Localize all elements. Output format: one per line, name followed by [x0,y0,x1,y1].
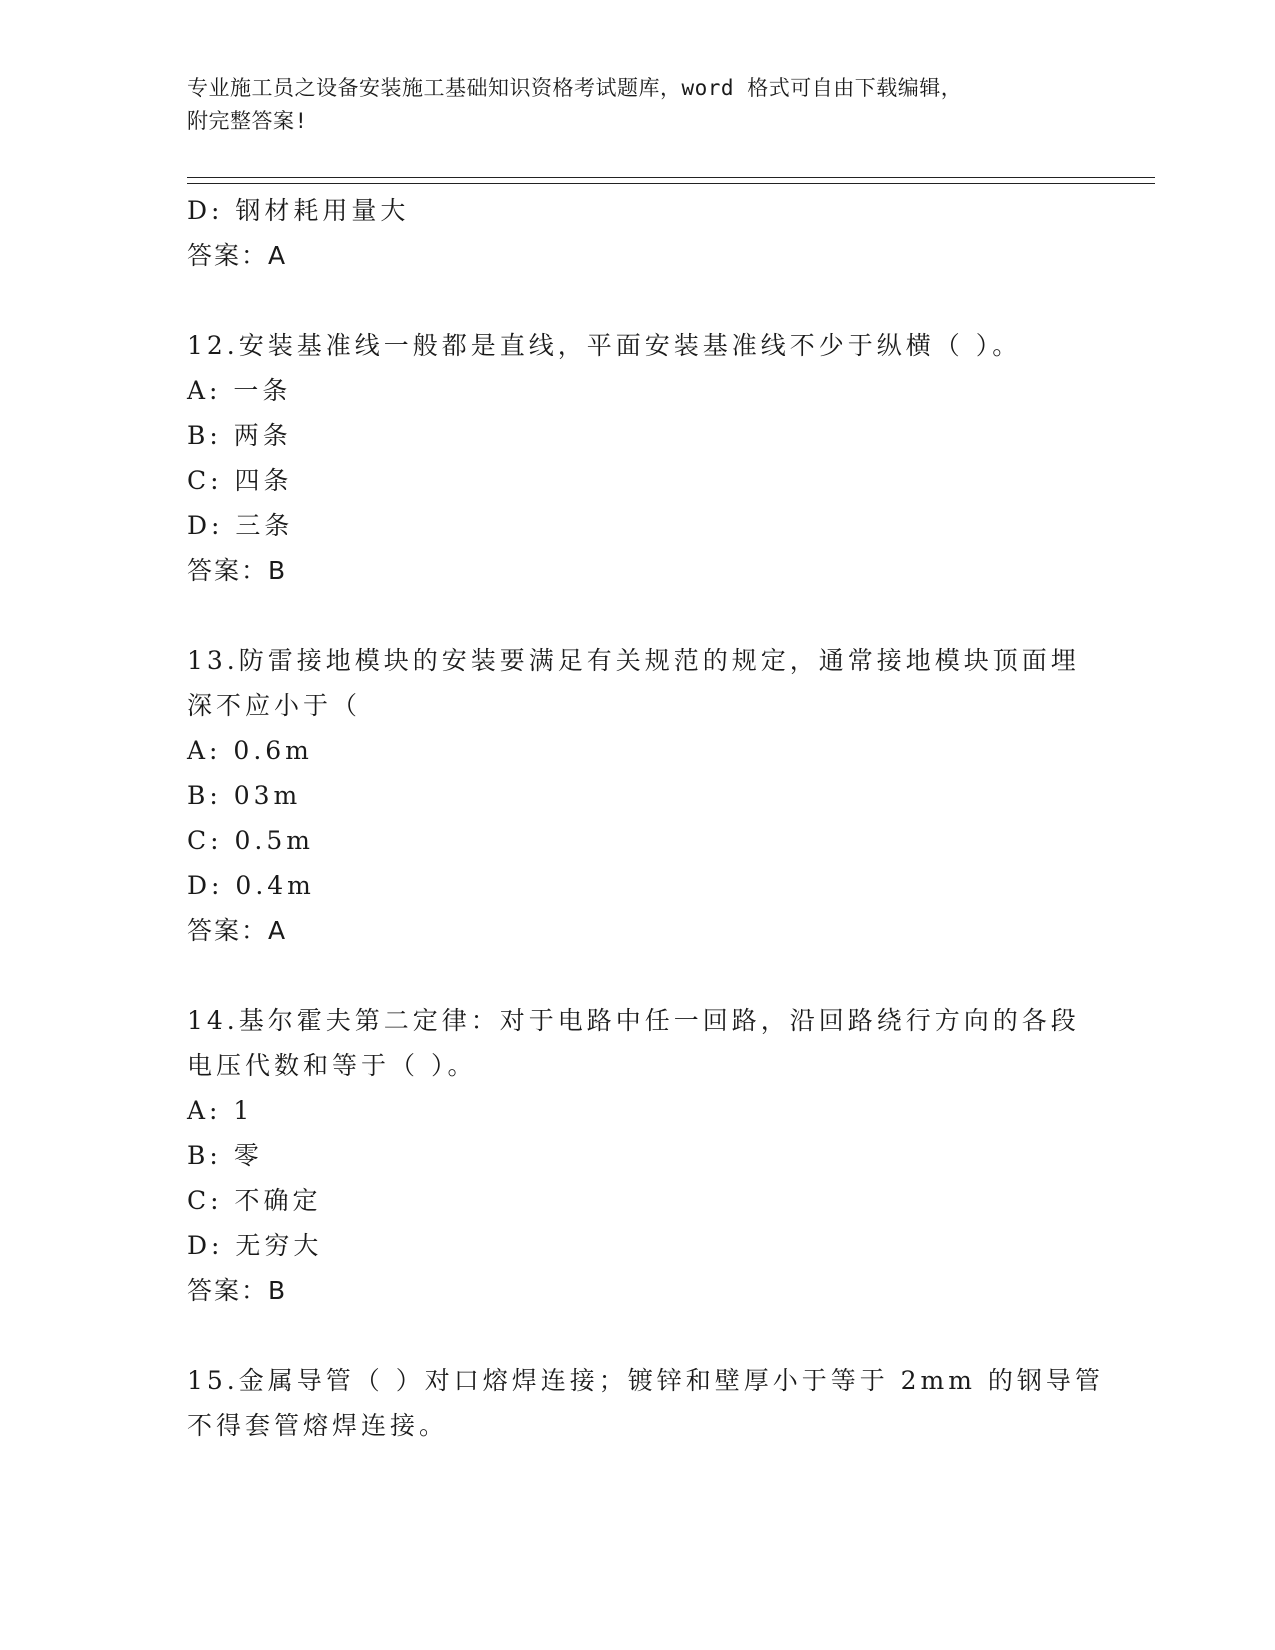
question-block-prev [187,188,1087,278]
header-divider-bottom [187,183,1155,184]
option-c: C: 不确定 [187,1186,322,1215]
option-d: D: 无穷大 [187,1231,323,1260]
question-stem-cont: 深不应小于（ [187,691,362,720]
question-stem: 13.防雷接地模块的安装要满足有关规范的规定，通常接地模块顶面埋 [187,646,1080,675]
option-b: B: 03m [187,781,302,810]
question-stem: 12.安装基准线一般都是直线，平面安装基准线不少于纵横（ ）。 [187,331,1022,360]
question-stem-cont: 电压代数和等于（ ）。 [187,1051,477,1080]
option-a: A: 一条 [187,376,292,405]
option-d: D: 0.4m [187,871,315,900]
header-line-2: 附完整答案! [187,109,308,133]
answer-label: 答案：A [187,241,288,270]
option-a: A: 1 [187,1096,254,1125]
question-block-15 [187,1358,1104,1448]
document-header [187,72,1067,138]
question-stem: 15.金属导管（ ）对口熔焊连接；镀锌和壁厚小于等于 2mm 的钢导管 [187,1366,1104,1395]
option-d: D: 三条 [187,511,294,540]
option-d: D: 钢材耗用量大 [187,196,410,225]
header-line-1: 专业施工员之设备安装施工基础知识资格考试题库，word 格式可自由下载编辑， [187,76,963,100]
answer-label: 答案：B [187,1276,288,1305]
option-c: C: 0.5m [187,826,314,855]
question-list [187,188,1104,1448]
option-c: C: 四条 [187,466,293,495]
question-block-14 [187,998,1087,1313]
question-stem-cont: 不得套管熔焊连接。 [187,1411,449,1440]
question-stem: 14.基尔霍夫第二定律：对于电路中任一回路，沿回路绕行方向的各段 [187,1006,1080,1035]
question-block-12 [187,323,1087,593]
option-b: B: 零 [187,1141,263,1170]
answer-label: 答案：B [187,556,288,585]
option-b: B: 两条 [187,421,292,450]
header-divider-top [187,177,1155,178]
option-a: A: 0.6m [187,736,313,765]
answer-label: 答案：A [187,916,288,945]
question-block-13 [187,638,1087,953]
